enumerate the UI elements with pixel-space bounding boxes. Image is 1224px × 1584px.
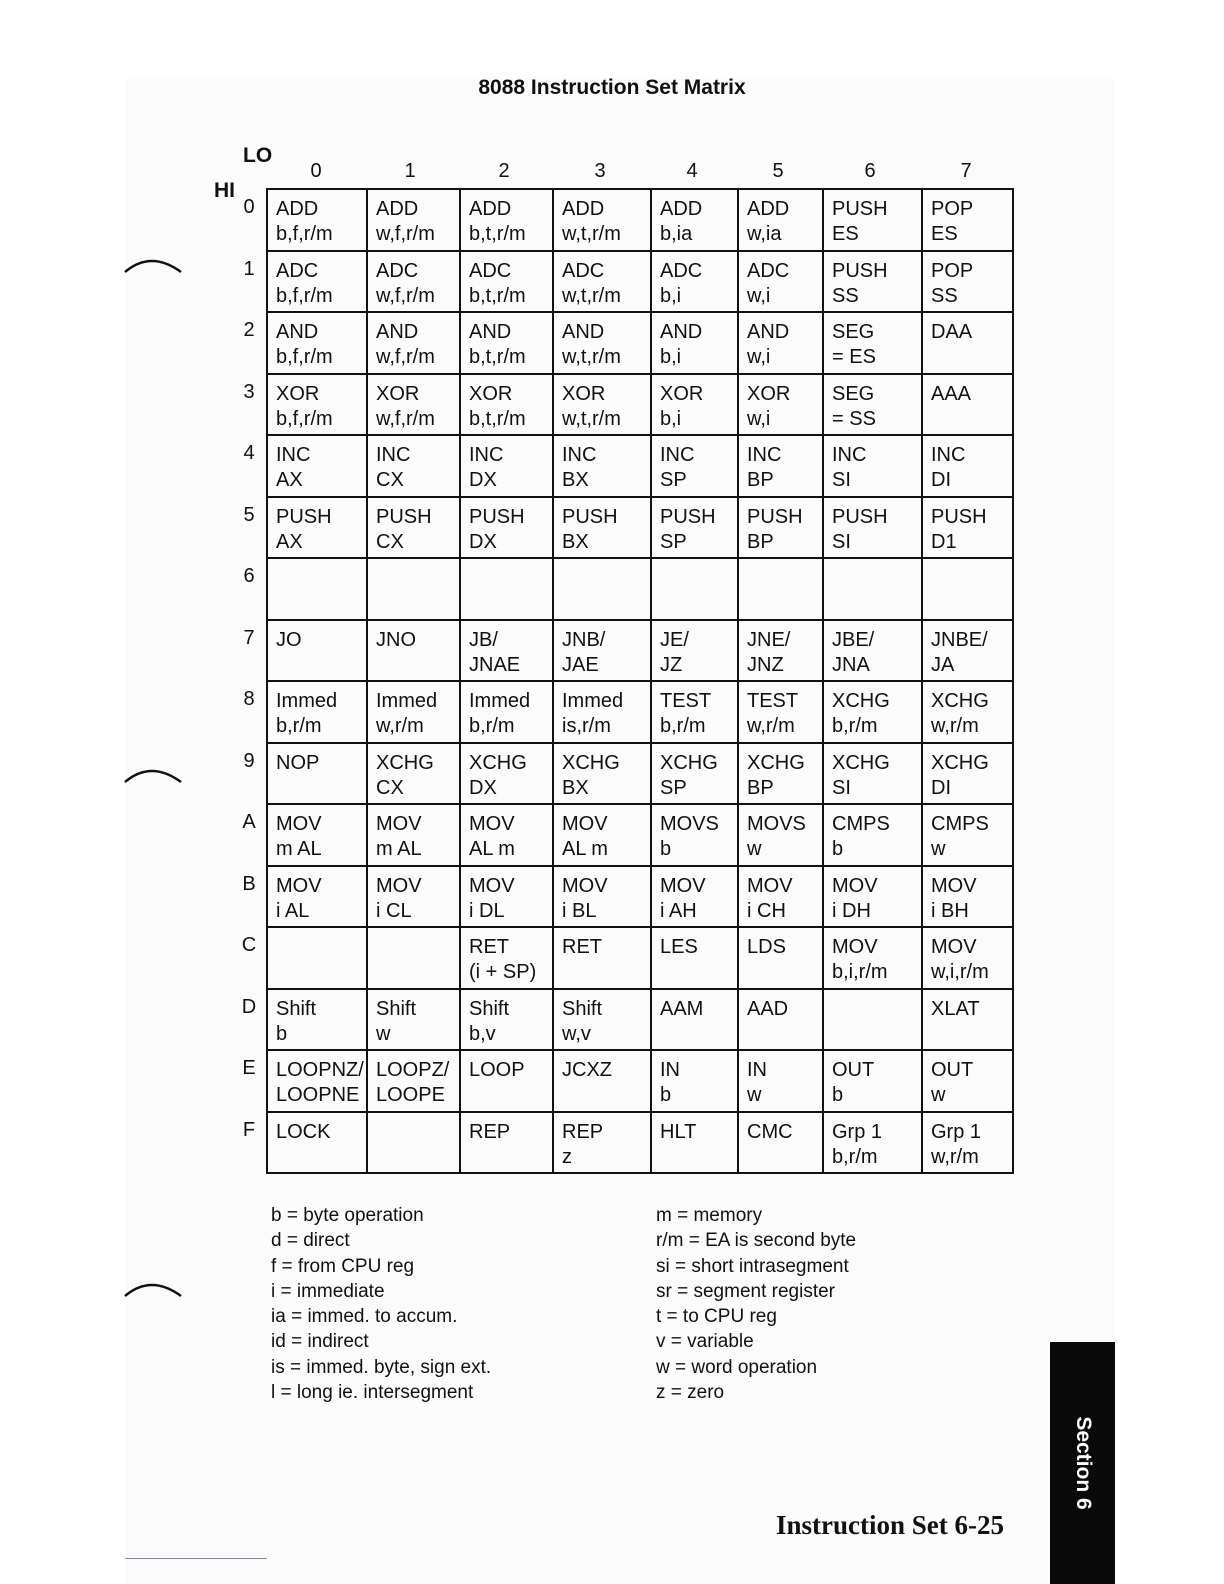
opcode-cell: MOV i AL (267, 866, 367, 928)
opcode-cell: JNE/ JNZ (738, 620, 823, 682)
opcode-cell: XOR b,f,r/m (267, 374, 367, 436)
legend-entry: f = from CPU reg (271, 1255, 415, 1277)
opcode-cell: JNBE/ JA (922, 620, 1013, 682)
opcode-cell: REP (460, 1112, 553, 1174)
opcode-cell: INC SP (651, 435, 738, 497)
opcode-cell: OUT b (823, 1050, 922, 1112)
opcode-cell: CMC (738, 1112, 823, 1174)
page-footer: Instruction Set 6-25 (776, 1510, 1004, 1540)
column-header: 4 (686, 160, 698, 182)
column-header: 3 (594, 160, 606, 182)
opcode-cell: DAA (922, 312, 1013, 374)
opcode-cell: PUSH SS (823, 251, 922, 313)
opcode-cell: AAD (738, 989, 823, 1051)
opcode-cell: MOV i BL (553, 866, 651, 928)
matrix-row (267, 435, 1013, 497)
binder-hole-mark (123, 1276, 183, 1298)
row-header: 3 (243, 380, 255, 403)
legend-entry: id = indirect (271, 1331, 369, 1353)
legend-entry: w = word operation (656, 1356, 818, 1378)
opcode-cell: XCHG w,r/m (922, 681, 1013, 743)
opcode-cell: PUSH DX (460, 497, 553, 559)
bottom-rule (125, 1558, 267, 1559)
opcode-cell: XCHG DI (922, 743, 1013, 805)
opcode-cell: ADD w,ia (738, 189, 823, 251)
section-tab-label: Section 6 (1071, 1416, 1095, 1510)
opcode-cell: MOV w,i,r/m (922, 927, 1013, 989)
row-header: 4 (243, 442, 255, 464)
opcode-cell: MOV m AL (267, 804, 367, 866)
opcode-cell: XOR w,f,r/m (367, 374, 460, 436)
opcode-cell: PUSH SP (651, 497, 738, 559)
opcode-cell: Shift b,v (460, 989, 553, 1051)
legend-entry: b = byte operation (271, 1205, 424, 1226)
opcode-cell: REP z (553, 1112, 651, 1174)
section-tab (1050, 1342, 1115, 1584)
opcode-cell: PUSH SI (823, 497, 922, 559)
opcode-cell: AAA (922, 374, 1013, 436)
opcode-cell: TEST w,r/m (738, 681, 823, 743)
opcode-cell: RET (i + SP) (460, 927, 553, 989)
column-header: 7 (960, 160, 972, 182)
opcode-cell: MOV AL m (553, 804, 651, 866)
binder-hole-mark (123, 252, 183, 274)
opcode-cell: Grp 1 w,r/m (922, 1112, 1013, 1174)
opcode-cell (367, 558, 460, 620)
legend-entry: i = immediate (271, 1280, 385, 1302)
lo-axis-label: LO (243, 144, 273, 167)
opcode-cell (738, 558, 823, 620)
row-header: 7 (243, 626, 255, 649)
row-header: F (242, 1118, 256, 1141)
row-header: C (241, 934, 257, 956)
opcode-cell: PUSH CX (367, 497, 460, 559)
opcode-cell: AND b,t,r/m (460, 312, 553, 374)
legend-entry: z = zero (656, 1382, 725, 1404)
opcode-cell: HLT (651, 1112, 738, 1174)
matrix-row (267, 189, 1013, 251)
opcode-cell: LOOPZ/ LOOPE (367, 1050, 460, 1112)
opcode-cell (367, 927, 460, 989)
opcode-cell: MOV i CL (367, 866, 460, 928)
matrix-row (267, 866, 1013, 928)
opcode-cell: RET (553, 927, 651, 989)
opcode-cell: XCHG BP (738, 743, 823, 805)
opcode-cell: ADC b,t,r/m (460, 251, 553, 313)
opcode-cell: INC AX (267, 435, 367, 497)
opcode-cell: INC DX (460, 435, 553, 497)
row-header: 1 (243, 257, 255, 280)
opcode-cell: ADC b,f,r/m (267, 251, 367, 313)
opcode-cell (267, 927, 367, 989)
opcode-cell: INC SI (823, 435, 922, 497)
matrix-row (267, 681, 1013, 743)
matrix-row (267, 620, 1013, 682)
row-header: 6 (243, 565, 255, 587)
opcode-cell: XCHG BX (553, 743, 651, 805)
matrix-row (267, 497, 1013, 559)
instruction-matrix (266, 188, 1014, 1174)
legend-entry: r/m = EA is second byte (656, 1230, 857, 1252)
opcode-cell: JB/ JNAE (460, 620, 553, 682)
row-header: 9 (243, 749, 255, 772)
legend-entry: v = variable (656, 1331, 754, 1353)
opcode-cell (651, 558, 738, 620)
opcode-cell: ADC w,t,r/m (553, 251, 651, 313)
opcode-cell: MOV i CH (738, 866, 823, 928)
opcode-cell: Shift w (367, 989, 460, 1051)
hi-axis-label: HI (214, 179, 235, 202)
matrix-row (267, 1050, 1013, 1112)
opcode-cell: XCHG b,r/m (823, 681, 922, 743)
opcode-cell: MOV AL m (460, 804, 553, 866)
legend-entry: m = memory (656, 1205, 763, 1226)
opcode-cell: SEG = ES (823, 312, 922, 374)
opcode-cell: INC CX (367, 435, 460, 497)
column-header: 1 (404, 160, 416, 182)
opcode-cell: MOV i DH (823, 866, 922, 928)
opcode-cell: JE/ JZ (651, 620, 738, 682)
opcode-cell: Immed b,r/m (460, 681, 553, 743)
row-header: 2 (243, 319, 255, 341)
opcode-cell: POP SS (922, 251, 1013, 313)
opcode-cell: Shift w,v (553, 989, 651, 1051)
matrix-row (267, 558, 1013, 620)
legend-entry: t = to CPU reg (656, 1306, 777, 1328)
opcode-cell (367, 1112, 460, 1174)
matrix-row (267, 743, 1013, 805)
opcode-cell: ADD b,f,r/m (267, 189, 367, 251)
opcode-cell: CMPS w (922, 804, 1013, 866)
opcode-cell: JCXZ (553, 1050, 651, 1112)
legend-entry: is = immed. byte, sign ext. (271, 1356, 492, 1378)
opcode-cell: ADC b,i (651, 251, 738, 313)
matrix-row (267, 804, 1013, 866)
opcode-cell: AAM (651, 989, 738, 1051)
opcode-cell: JNO (367, 620, 460, 682)
opcode-cell: AND b,i (651, 312, 738, 374)
opcode-cell (553, 558, 651, 620)
row-header: 0 (243, 196, 255, 218)
legend-entry: d = direct (271, 1230, 350, 1252)
opcode-cell: TEST b,r/m (651, 681, 738, 743)
opcode-cell: LOOPNZ/ LOOPNE (267, 1050, 367, 1112)
legend-left (271, 1203, 491, 1405)
legend-right (656, 1203, 856, 1405)
column-header: 6 (864, 160, 876, 182)
opcode-cell: MOV i BH (922, 866, 1013, 928)
row-header: 8 (243, 688, 255, 710)
matrix-row (267, 989, 1013, 1051)
opcode-cell: MOVS b (651, 804, 738, 866)
legend-entry: si = short intrasegment (656, 1255, 849, 1277)
opcode-cell: PUSH BX (553, 497, 651, 559)
opcode-cell: LOOP (460, 1050, 553, 1112)
column-header: 0 (310, 160, 322, 182)
opcode-cell: ADD w,t,r/m (553, 189, 651, 251)
opcode-cell: Immed b,r/m (267, 681, 367, 743)
legend-entry: ia = immed. to accum. (271, 1306, 458, 1328)
opcode-cell (823, 989, 922, 1051)
matrix-row (267, 251, 1013, 313)
opcode-cell: PUSH AX (267, 497, 367, 559)
binder-hole-mark (123, 762, 183, 784)
opcode-cell: JBE/ JNA (823, 620, 922, 682)
opcode-cell: XOR w,t,r/m (553, 374, 651, 436)
opcode-cell: MOV i AH (651, 866, 738, 928)
opcode-cell: OUT w (922, 1050, 1013, 1112)
matrix-row (267, 927, 1013, 989)
opcode-cell: XOR w,i (738, 374, 823, 436)
opcode-cell: XCHG SP (651, 743, 738, 805)
opcode-cell: AND w,f,r/m (367, 312, 460, 374)
opcode-cell (823, 558, 922, 620)
opcode-cell: MOV i DL (460, 866, 553, 928)
opcode-cell: JNB/ JAE (553, 620, 651, 682)
opcode-cell: ADD b,t,r/m (460, 189, 553, 251)
opcode-cell: SEG = SS (823, 374, 922, 436)
opcode-cell: CMPS b (823, 804, 922, 866)
opcode-cell: XLAT (922, 989, 1013, 1051)
opcode-cell: ADC w,f,r/m (367, 251, 460, 313)
opcode-cell: XCHG SI (823, 743, 922, 805)
opcode-cell (267, 558, 367, 620)
opcode-cell: Immed is,r/m (553, 681, 651, 743)
opcode-cell: MOVS w (738, 804, 823, 866)
row-header: D (241, 995, 257, 1018)
opcode-cell: INC DI (922, 435, 1013, 497)
opcode-cell: Immed w,r/m (367, 681, 460, 743)
opcode-cell (460, 558, 553, 620)
opcode-cell: POP ES (922, 189, 1013, 251)
opcode-cell: XCHG DX (460, 743, 553, 805)
opcode-cell: AND w,t,r/m (553, 312, 651, 374)
opcode-cell: XCHG CX (367, 743, 460, 805)
opcode-cell: ADD b,ia (651, 189, 738, 251)
opcode-cell: MOV b,i,r/m (823, 927, 922, 989)
opcode-cell (922, 558, 1013, 620)
opcode-cell: PUSH BP (738, 497, 823, 559)
opcode-cell: XOR b,t,r/m (460, 374, 553, 436)
row-header: E (242, 1057, 256, 1079)
matrix-row (267, 374, 1013, 436)
opcode-cell: PUSH ES (823, 189, 922, 251)
opcode-cell: INC BP (738, 435, 823, 497)
opcode-cell: PUSH D1 (922, 497, 1013, 559)
opcode-cell: MOV m AL (367, 804, 460, 866)
opcode-cell: Grp 1 b,r/m (823, 1112, 922, 1174)
row-header: 5 (243, 503, 255, 526)
opcode-cell: Shift b (267, 989, 367, 1051)
legend-entry: sr = segment register (656, 1280, 835, 1302)
opcode-cell: ADC w,i (738, 251, 823, 313)
opcode-cell: JO (267, 620, 367, 682)
row-header: A (242, 811, 256, 833)
opcode-cell: LDS (738, 927, 823, 989)
opcode-cell: INC BX (553, 435, 651, 497)
opcode-cell: IN w (738, 1050, 823, 1112)
opcode-cell: LOCK (267, 1112, 367, 1174)
opcode-cell: NOP (267, 743, 367, 805)
opcode-cell: ADD w,f,r/m (367, 189, 460, 251)
opcode-cell: AND b,f,r/m (267, 312, 367, 374)
opcode-cell: LES (651, 927, 738, 989)
column-header: 2 (498, 160, 510, 182)
opcode-cell: XOR b,i (651, 374, 738, 436)
opcode-cell: AND w,i (738, 312, 823, 374)
column-header: 5 (772, 160, 784, 182)
matrix-row (267, 312, 1013, 374)
opcode-cell: IN b (651, 1050, 738, 1112)
legend-entry: l = long ie. intersegment (271, 1382, 474, 1404)
page-title: 8088 Instruction Set Matrix (478, 76, 746, 99)
row-header: B (242, 872, 256, 895)
matrix-row (267, 1112, 1013, 1174)
